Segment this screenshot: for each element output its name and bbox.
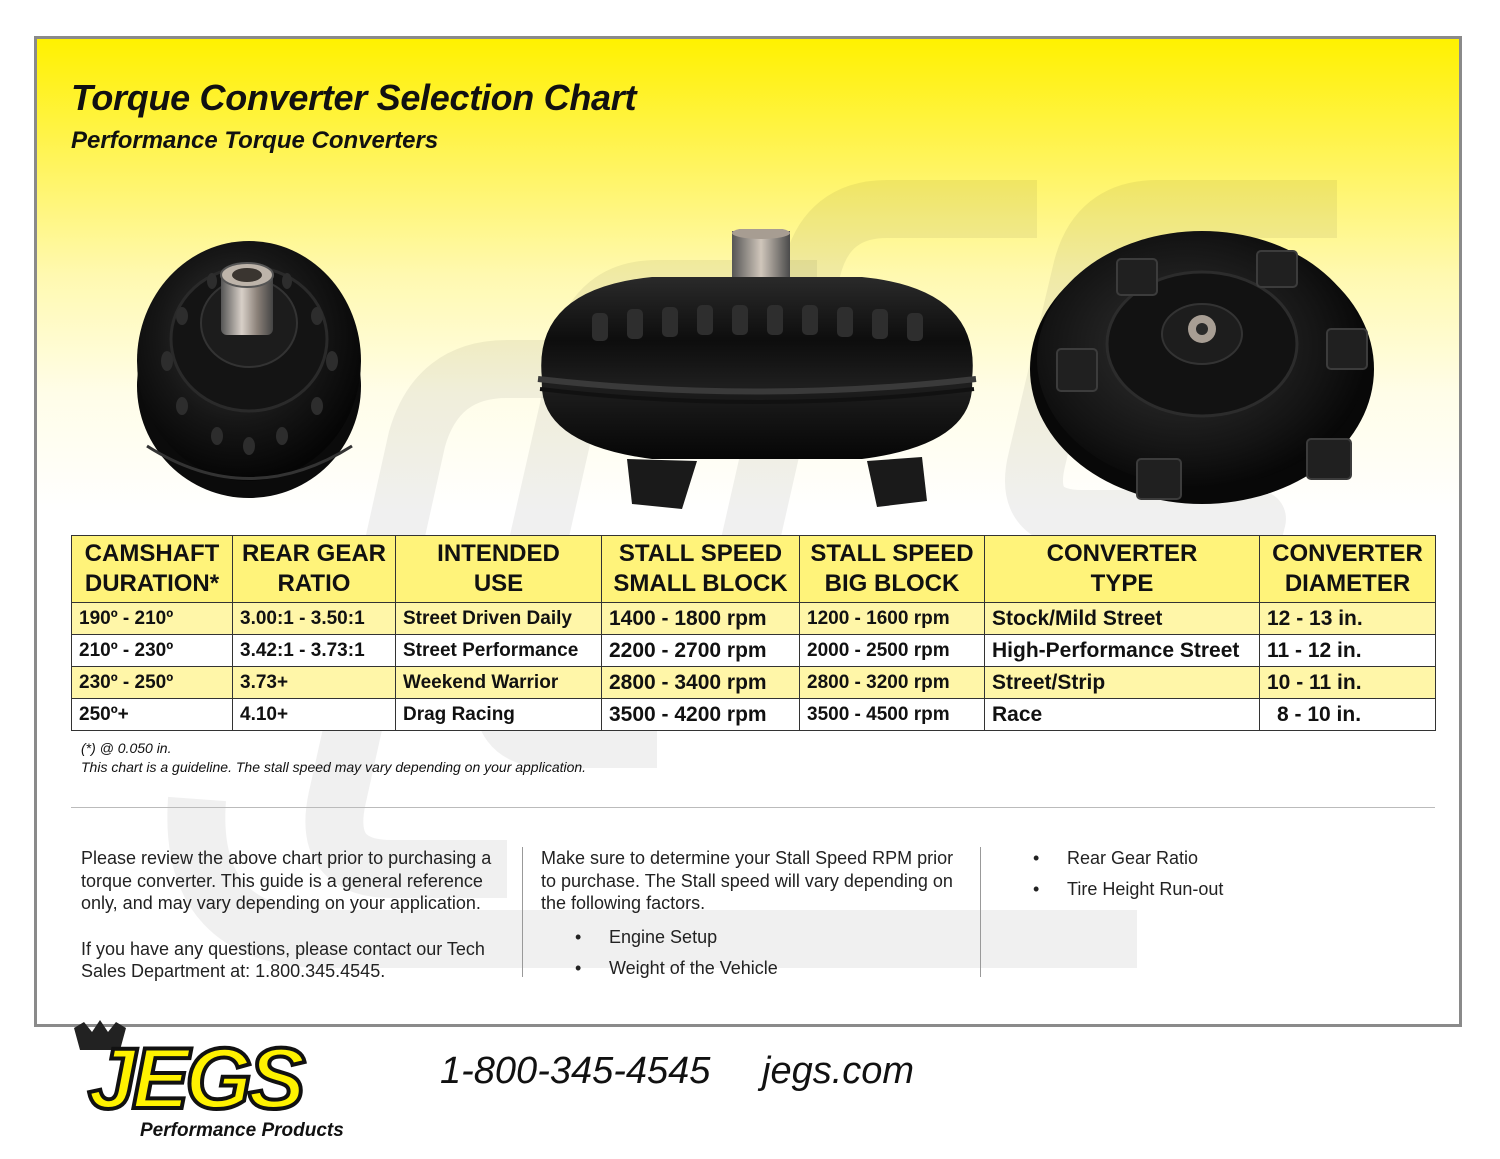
list-item: • Engine Setup: [575, 922, 965, 953]
converter-selection-table: [71, 535, 1436, 731]
bullet-icon: •: [1033, 879, 1040, 899]
cell-intended-use: Weekend Warrior: [396, 667, 602, 699]
jegs-logo: [70, 1020, 390, 1120]
page-subtitle: Performance Torque Converters: [71, 127, 439, 154]
table-row: [72, 667, 1436, 699]
cell-converter-type: Street/Strip: [985, 667, 1260, 699]
cell-stall-small: 1400 - 1800 rpm: [602, 603, 800, 635]
review-paragraph: Please review the above chart prior to purchasing a torque converter. This guide is a general reference only, and may vary depending on your application.: [81, 848, 492, 913]
factor-list: [1033, 843, 1393, 905]
duration-footnote: (*) @ 0.050 in.: [81, 740, 172, 756]
cell-stall-big: 3500 - 4500 rpm: [800, 699, 985, 731]
torque-converter-top-photo: [137, 211, 362, 511]
list-item: • Tire Height Run-out: [1033, 874, 1393, 905]
cell-stall-big: 2000 - 2500 rpm: [800, 635, 985, 667]
cell-gear-ratio: 3.42:1 - 3.73:1: [233, 635, 396, 667]
info-column-stall-speed: [541, 847, 965, 984]
cell-stall-small: 3500 - 4200 rpm: [602, 699, 800, 731]
cell-converter-type: Stock/Mild Street: [985, 603, 1260, 635]
col-header-camshaft-duration: CAMSHAFT DURATION*: [72, 536, 233, 603]
cell-gear-ratio: 3.00:1 - 3.50:1: [233, 603, 396, 635]
column-divider: [522, 847, 523, 977]
footer-website-link[interactable]: jegs.com: [762, 1050, 915, 1092]
cell-intended-use: Street Driven Daily: [396, 603, 602, 635]
cell-camshaft: 190º - 210º: [72, 603, 233, 635]
cell-diameter: 10 - 11 in.: [1260, 667, 1436, 699]
cell-converter-type: Race: [985, 699, 1260, 731]
cell-stall-big: 1200 - 1600 rpm: [800, 603, 985, 635]
cell-stall-small: 2800 - 3400 rpm: [602, 667, 800, 699]
cell-converter-type: High-Performance Street: [985, 635, 1260, 667]
cell-diameter: 12 - 13 in.: [1260, 603, 1436, 635]
col-header-stall-small-block: STALL SPEED SMALL BLOCK: [602, 536, 800, 603]
info-column-review: [81, 847, 505, 983]
cell-stall-big: 2800 - 3200 rpm: [800, 667, 985, 699]
bullet-icon: •: [1033, 848, 1040, 868]
col-header-converter-type: CONVERTER TYPE: [985, 536, 1260, 603]
page-title: Torque Converter Selection Chart: [71, 77, 637, 118]
cell-camshaft: 230º - 250º: [72, 667, 233, 699]
logo-tagline: Performance Products: [140, 1120, 344, 1141]
col-header-stall-big-block: STALL SPEED BIG BLOCK: [800, 536, 985, 603]
column-divider: [980, 847, 981, 977]
cell-camshaft: 250º+: [72, 699, 233, 731]
col-header-converter-diameter: CONVERTER DIAMETER: [1260, 536, 1436, 603]
stall-speed-intro: Make sure to determine your Stall Speed RPM prior to purchase. The Stall speed will vary depending on the following factors.: [541, 848, 954, 913]
bullet-icon: •: [575, 926, 582, 947]
cell-gear-ratio: 4.10+: [233, 699, 396, 731]
col-header-rear-gear-ratio: REAR GEAR RATIO: [233, 536, 396, 603]
cell-gear-ratio: 3.73+: [233, 667, 396, 699]
footer-phone[interactable]: 1-800-345-4545: [440, 1050, 711, 1092]
guideline-footnote: This chart is a guideline. The stall speed may vary depending on your application.: [81, 759, 587, 775]
factor-list: [575, 922, 965, 984]
table-header-row: [72, 536, 1436, 603]
cell-diameter: 11 - 12 in.: [1260, 635, 1436, 667]
info-column-factors: [1033, 843, 1393, 905]
logo-wordmark: JEGS: [88, 1031, 302, 1120]
chart-frame: [34, 36, 1462, 1027]
table-row: [72, 699, 1436, 731]
section-divider: [71, 807, 1435, 808]
cell-stall-small: 2200 - 2700 rpm: [602, 635, 800, 667]
cell-intended-use: Drag Racing: [396, 699, 602, 731]
table-row: [72, 603, 1436, 635]
col-header-intended-use: INTENDED USE: [396, 536, 602, 603]
list-item: • Rear Gear Ratio: [1033, 843, 1393, 874]
bullet-icon: •: [575, 957, 582, 978]
torque-converter-side-photo: [532, 229, 982, 509]
cell-camshaft: 210º - 230º: [72, 635, 233, 667]
table-row: [72, 635, 1436, 667]
torque-converter-back-photo: [1027, 209, 1377, 509]
contact-paragraph: If you have any questions, please contact our Tech Sales Department at: 1.800.345.4545.: [81, 938, 485, 981]
list-item: • Weight of the Vehicle: [575, 953, 965, 984]
cell-intended-use: Street Performance: [396, 635, 602, 667]
cell-diameter: 8 - 10 in.: [1260, 699, 1436, 731]
